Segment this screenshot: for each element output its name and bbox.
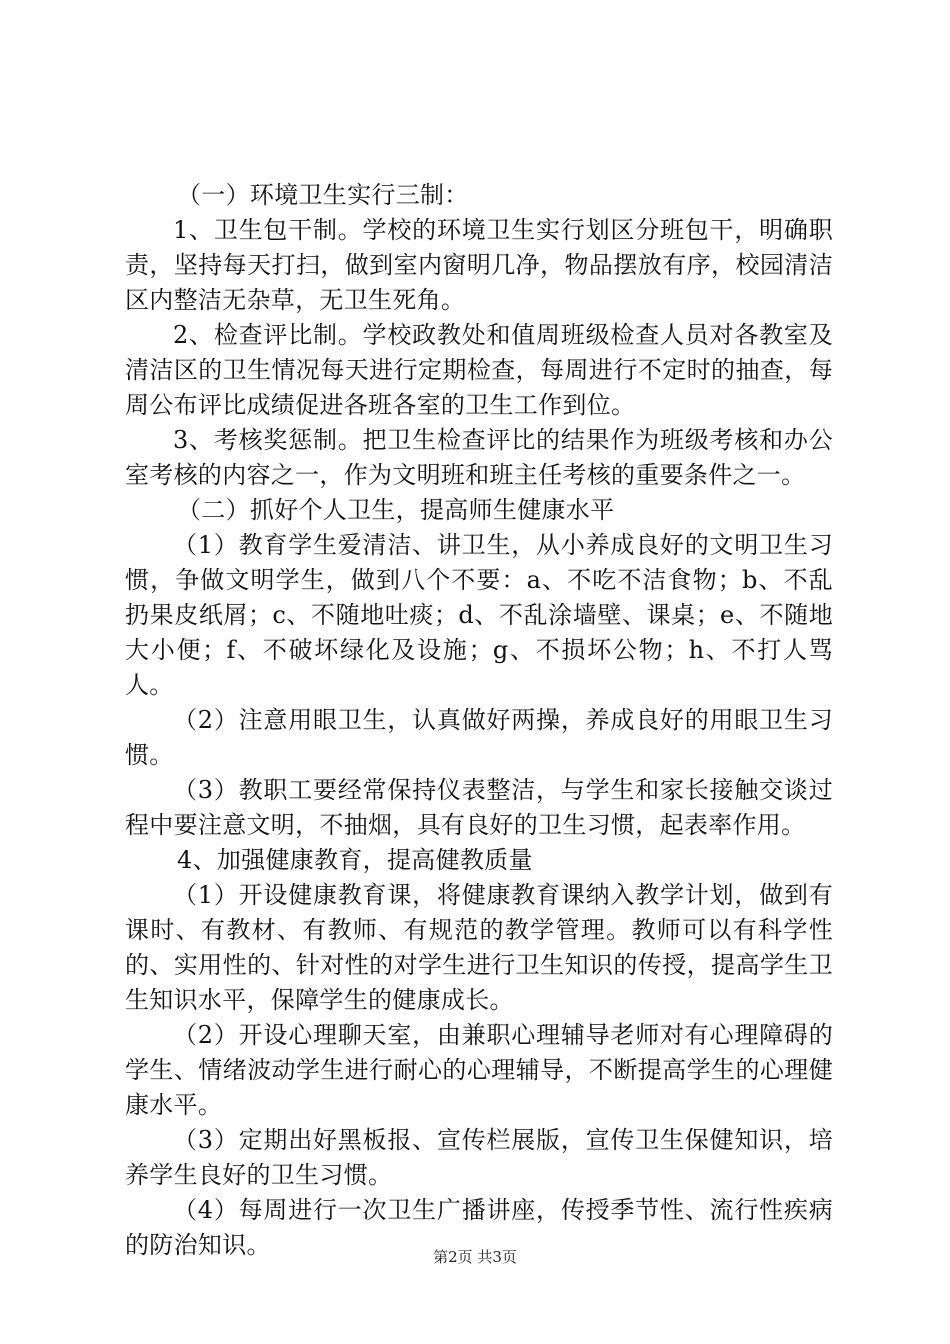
section-heading-health-education: 4、加强健康教育，提高健教质量 xyxy=(177,846,533,874)
paragraph-health-course: （1）开设健康教育课，将健康教育课纳入教学计划，做到有课时、有教材、有教师、有规范的教学管理。教师可以有科学性的、实用性的、针对性的对学生进行卫生知识的传授，提高学生卫生知识水平，保障学生的健康成长。 xyxy=(125,881,833,1014)
paragraph-broadcast: （4）每周进行一次卫生广播讲座，传授季节性、流行性疾病的防治知识。 xyxy=(125,1196,833,1259)
section-heading-personal-hygiene: （二）抓好个人卫生，提高师生健康水平 xyxy=(177,496,615,524)
paragraph-blackboard: （3）定期出好黑板报、宣传栏展版，宣传卫生保健知识，培养学生良好的卫生习惯。 xyxy=(125,1126,833,1189)
paragraph-inspection-system: 2、检查评比制。学校政教处和值周班级检查人员对各教室及清洁区的卫生情况每天进行定期检查，每周进行不定时的抽查，每周公布评比成绩促进各班各室的卫生工作到位。 xyxy=(125,321,833,419)
page-number-footer: 第2页 共3页 xyxy=(433,1248,517,1266)
paragraph-assessment-system: 3、考核奖惩制。把卫生检查评比的结果作为班级考核和办公室考核的内容之一，作为文明班和班主任考核的重要条件之一。 xyxy=(125,426,833,489)
paragraph-counseling-room: （2）开设心理聊天室，由兼职心理辅导老师对有心理障碍的学生、情绪波动学生进行耐心的心理辅导，不断提高学生的心理健康水平。 xyxy=(125,1021,833,1119)
paragraph-cleaning-responsibility: 1、卫生包干制。学校的环境卫生实行划区分班包干，明确职责，坚持每天打扫，做到室内窗明几净，物品摆放有序，校园清洁区内整洁无杂草，无卫生死角。 xyxy=(125,216,833,314)
document-body xyxy=(125,178,833,1263)
paragraph-eye-hygiene: （2）注意用眼卫生，认真做好两操，养成良好的用眼卫生习惯。 xyxy=(125,706,833,769)
paragraph-staff-example: （3）教职工要经常保持仪表整洁，与学生和家长接触交谈过程中要注意文明，不抽烟，具有良好的卫生习惯，起表率作用。 xyxy=(125,776,833,839)
section-heading-environment: （一）环境卫生实行三制： xyxy=(177,181,469,209)
paragraph-student-habits: （1）教育学生爱清洁、讲卫生，从小养成良好的文明卫生习惯，争做文明学生，做到八个不要：a、不吃不洁食物；b、不乱扔果皮纸屑；c、不随地吐痰；d、不乱涂墙壁、课桌；e、不随地大小便；f、不破坏绿化及设施；g、不损坏公物；h、不打人骂人。 xyxy=(125,531,833,699)
